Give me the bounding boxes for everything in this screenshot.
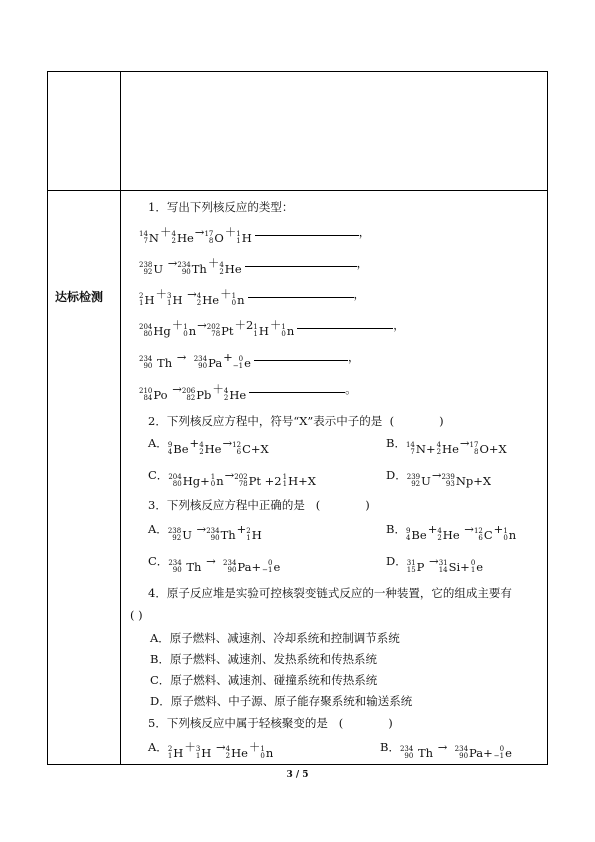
q1-reaction-4: 204 80 Hg ＋ 1 0 n → 202 78 Pt ＋2 1 1 H ＋ 1 0 n ，	[139, 318, 405, 338]
q5-option-a[interactable]: A． 2 1 H ＋ 3 1 H → 4 2 He ＋ 1 0 n	[148, 740, 274, 760]
q1-stem: 1．写出下列核反应的类型：	[148, 200, 294, 214]
q4-option-b[interactable]: B．原子燃料、减速剂、发热系统和传热系统	[150, 652, 377, 666]
q2-option-a[interactable]: A． 9 4 Be + 4 2 He → 12 6 C+X	[148, 436, 269, 456]
q1-reaction-1: 14 7 N ＋ 4 2 He → 17 8 O ＋ 1 1 H ，	[139, 225, 371, 245]
q4-paren: ( )	[130, 608, 143, 622]
q4-option-d[interactable]: D．原子燃料、中子源、原子能存聚系统和输送系统	[150, 694, 413, 708]
column-divider	[120, 71, 121, 765]
q2-option-c[interactable]: C． 204 80 Hg+ 1 0 n → 202 78 Pt +2 1 1 H+X	[148, 468, 316, 488]
row-divider	[47, 190, 548, 191]
q1-reaction-5: 234 90 Th → 234 90 Pa + 0 −1 e ，	[139, 350, 360, 370]
q1-reaction-3: 2 1 H ＋ 3 1 H → 4 2 He ＋ 1 0 n ，	[139, 287, 365, 307]
q3-option-a[interactable]: A． 238 92 U → 234 90 Th + 2 1 H	[148, 522, 262, 542]
q2-stem: 2．下列核反应方程中，符号“X”表示中子的是 ( )	[148, 414, 444, 428]
q4-option-c[interactable]: C．原子燃料、减速剂、碰撞系统和传热系统	[150, 673, 378, 687]
q3-option-d[interactable]: D． 31 15 P → 31 14 Si+ 0 1 e	[386, 554, 484, 574]
q1-reaction-6: 210 84 Po → 206 82 Pb ＋ 4 2 He 。	[139, 382, 357, 402]
q4-stem: 4．原子反应堆是实验可控核裂变链式反应的一种装置，它的组成主要有	[148, 586, 512, 600]
q5-stem: 5．下列核反应中属于轻核聚变的是 ( )	[148, 716, 393, 730]
q2-option-d[interactable]: D． 239 92 U → 239 93 Np+X	[386, 468, 492, 488]
q3-option-b[interactable]: B． 9 4 Be + 4 2 He → 12 6 C + 1 0 n	[386, 522, 517, 542]
q3-option-c[interactable]: C． 234 90 Th → 234 90 Pa+ 0 −1 e	[148, 554, 281, 574]
q5-option-b[interactable]: B． 234 90 Th → 234 90 Pa+ 0 −1 e	[380, 740, 512, 760]
q4-option-a[interactable]: A．原子燃料、减速剂、冷却系统和控制调节系统	[150, 631, 400, 645]
section-label: 达标检测	[55, 290, 104, 304]
q2-option-b[interactable]: B． 14 7 N+ 4 2 He → 17 8 O+X	[386, 436, 507, 456]
q3-stem: 3．下列核反应方程中正确的是 ( )	[148, 498, 370, 512]
q1-reaction-2: 238 92 U → 234 90 Th ＋ 4 2 He ，	[139, 256, 369, 276]
page-number: 3 / 5	[286, 770, 309, 780]
